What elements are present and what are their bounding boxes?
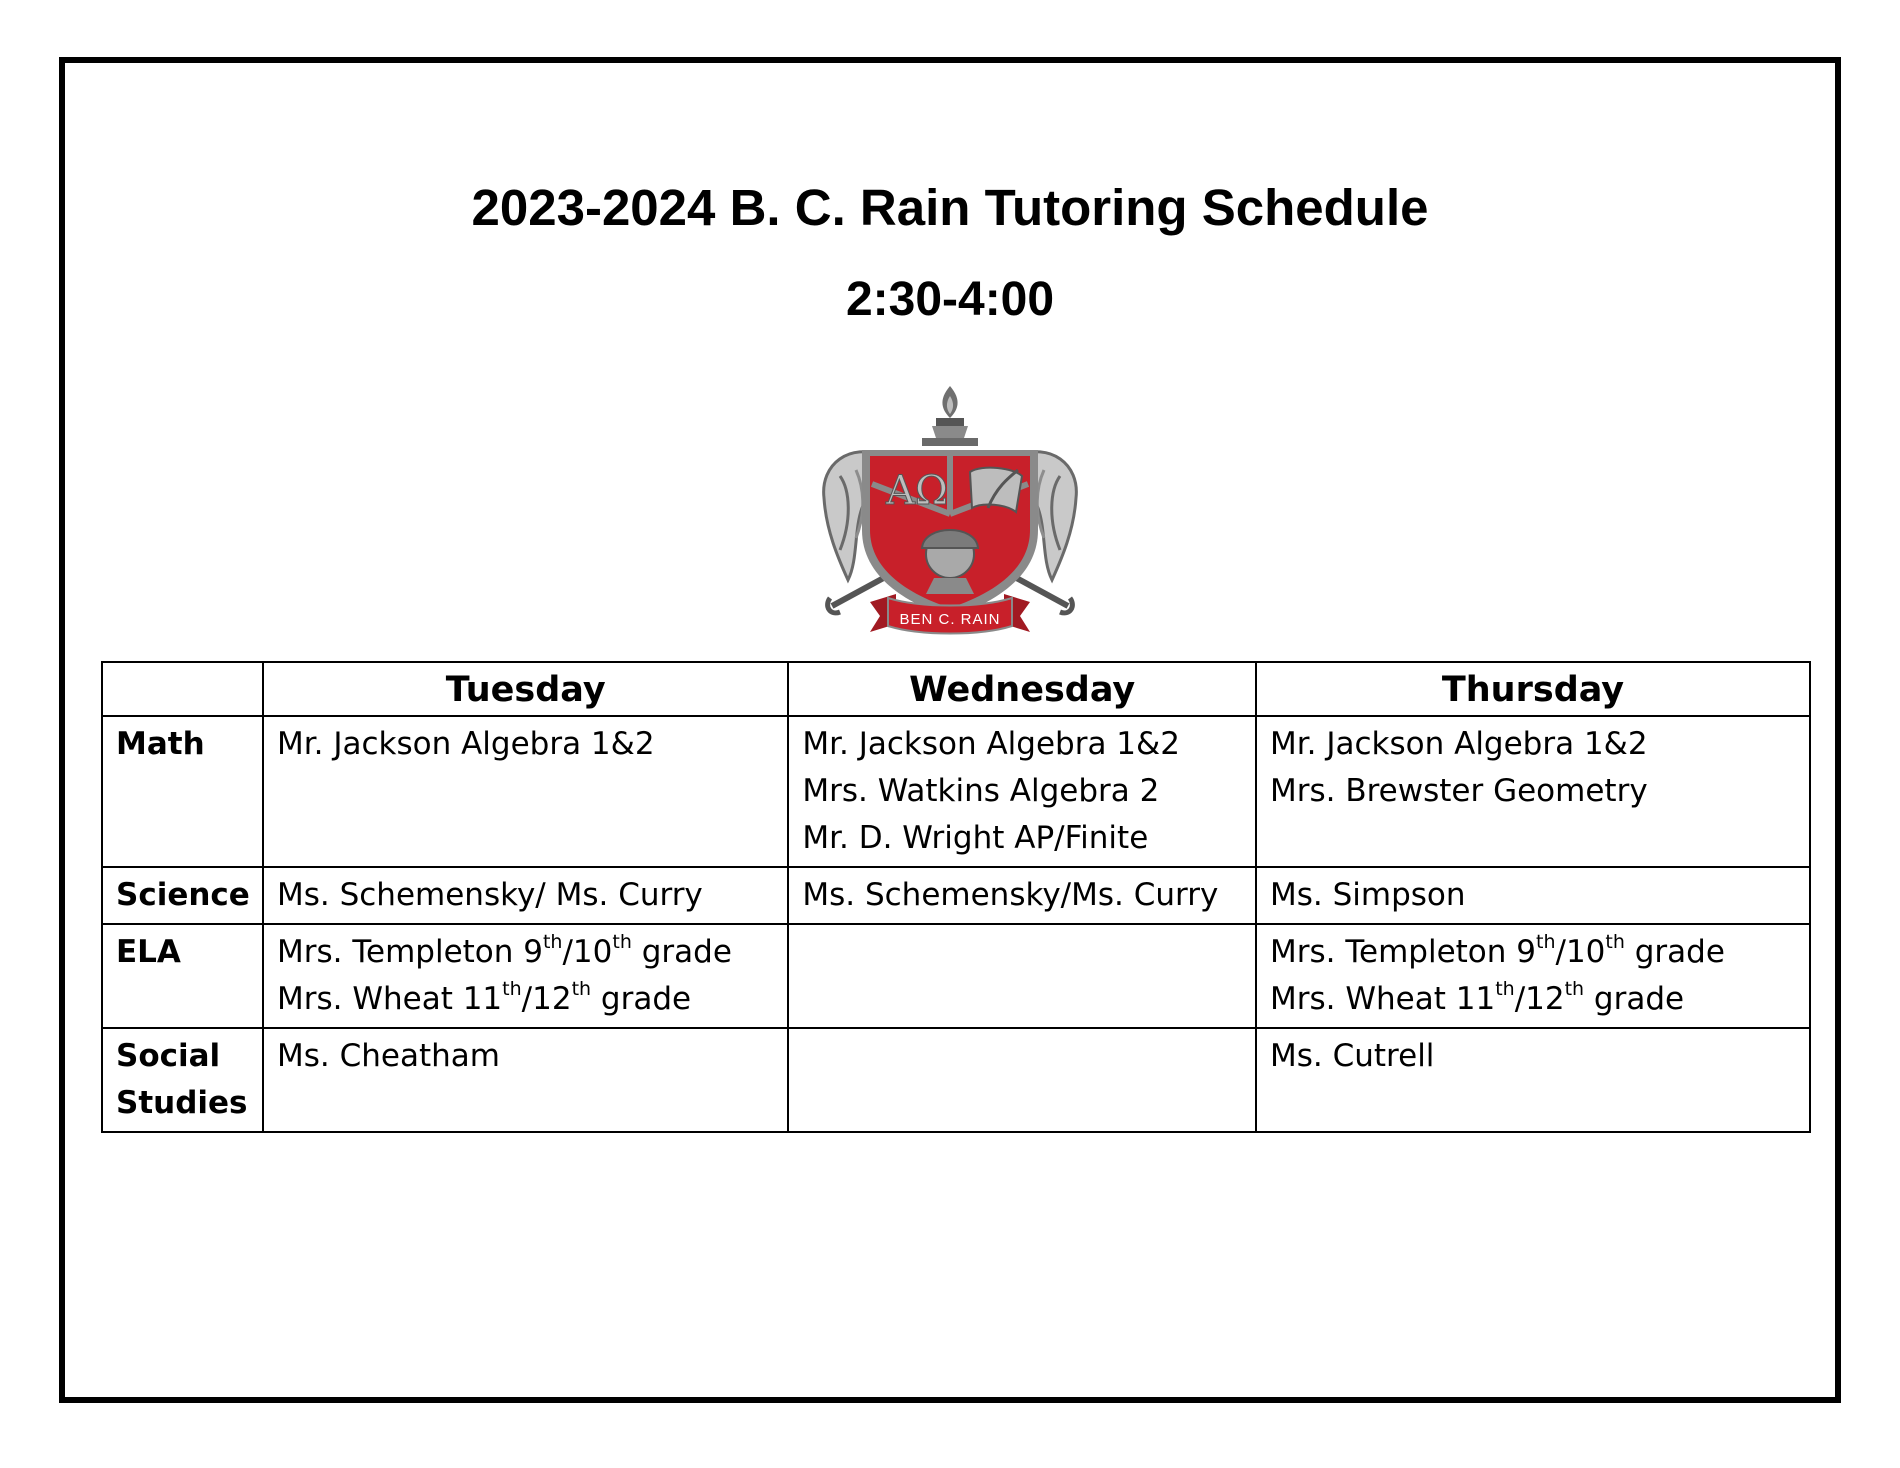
tuesday-cell: [263, 1028, 788, 1132]
subject-label: Math: [116, 726, 205, 762]
tutor-entry: Ms. Cheatham: [276, 1038, 500, 1074]
tutor-entry: Mrs. Wheat 11th/12th grade: [1270, 977, 1685, 1017]
tuesday-cell: [263, 867, 788, 924]
tutoring-schedule-table: [101, 661, 1811, 1133]
tutor-entry: Mrs. Templeton 9th/10th grade: [1270, 930, 1725, 970]
crest-banner-text: BEN C. RAIN: [899, 611, 1001, 628]
tutor-entry: Ms. Schemensky/ Ms. Curry: [276, 877, 703, 913]
tutor-entry: Mrs. Brewster Geometry: [1270, 773, 1648, 809]
table-header-row: [102, 662, 1810, 716]
subject-label: Studies: [116, 1085, 248, 1121]
tutor-entry: Mr. D. Wright AP/Finite: [802, 820, 1149, 856]
table-row: [102, 716, 1810, 867]
table-row: [102, 867, 1810, 924]
wednesday-cell: [788, 1028, 1256, 1132]
tutor-entry: Mrs. Watkins Algebra 2: [802, 773, 1160, 809]
tutor-entry: Ms. Schemensky/Ms. Curry: [802, 877, 1219, 913]
table-row: [102, 1028, 1810, 1132]
table-row: [102, 924, 1810, 1028]
tutor-entry: Mr. Jackson Algebra 1&2: [802, 726, 1180, 762]
header-wednesday: Wednesday: [788, 662, 1256, 716]
thursday-cell: [1256, 716, 1810, 867]
tuesday-cell: [263, 924, 788, 1028]
header-thursday: Thursday: [1256, 662, 1810, 716]
subject-label: Social: [116, 1038, 221, 1074]
svg-text:AΩ: AΩ: [886, 468, 949, 514]
header-tuesday: Tuesday: [263, 662, 788, 716]
thursday-cell: [1256, 1028, 1810, 1132]
subject-cell: [102, 716, 263, 867]
tutor-entry: Mr. Jackson Algebra 1&2: [276, 726, 655, 762]
wednesday-cell: [788, 867, 1256, 924]
tutor-entry: Ms. Cutrell: [1270, 1038, 1435, 1074]
wednesday-cell: [788, 924, 1256, 1028]
tutor-entry: Mrs. Templeton 9th/10th grade: [276, 930, 732, 970]
subject-cell: [102, 924, 263, 1028]
subject-cell: [102, 867, 263, 924]
page-title: 2023-2024 B. C. Rain Tutoring Schedule: [471, 179, 1429, 236]
thursday-cell: [1256, 924, 1810, 1028]
thursday-cell: [1256, 867, 1810, 924]
tuesday-cell: [263, 716, 788, 867]
subject-label: Science: [116, 877, 250, 913]
wednesday-cell: [788, 716, 1256, 867]
tutor-entry: Mr. Jackson Algebra 1&2: [1270, 726, 1648, 762]
tutor-entry: Mrs. Wheat 11th/12th grade: [276, 977, 692, 1017]
tutor-entry: Ms. Simpson: [1270, 877, 1466, 913]
tutoring-time: 2:30-4:00: [845, 273, 1055, 326]
school-crest-logo: [810, 380, 1090, 640]
header-empty-cell: [102, 662, 263, 716]
crest-icon: [810, 380, 1090, 640]
subject-label: ELA: [116, 934, 181, 970]
subject-cell: [102, 1028, 263, 1132]
